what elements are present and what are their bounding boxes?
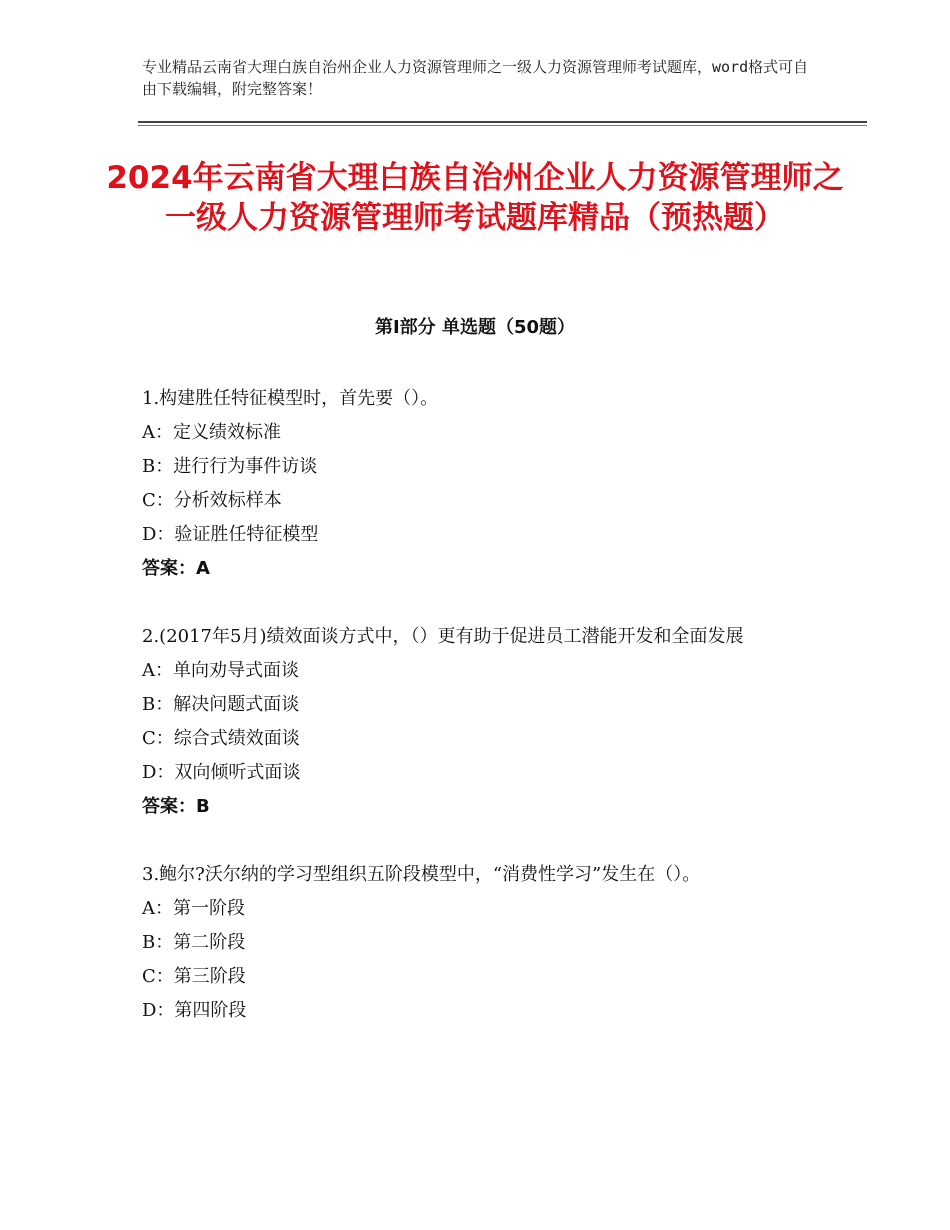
question-list [142, 382, 822, 1062]
option-list [142, 416, 822, 552]
option-c: C：分析效标样本 [142, 490, 282, 511]
option-d: D：验证胜任特征模型 [142, 524, 319, 545]
option-d: D：第四阶段 [142, 1000, 247, 1021]
header-divider-thick [138, 121, 867, 123]
answer-line: 答案：A [142, 558, 210, 579]
header-divider-thin [138, 125, 867, 126]
option-a: A：第一阶段 [142, 898, 245, 919]
option-b: B：解决问题式面谈 [142, 694, 300, 715]
question-3 [142, 858, 822, 1028]
option-list [142, 654, 822, 790]
option-c: C：第三阶段 [142, 966, 246, 987]
option-b: B：第二阶段 [142, 932, 246, 953]
question-2 [142, 620, 822, 824]
option-a: A：单向劝导式面谈 [142, 660, 299, 681]
option-b: B：进行行为事件访谈 [142, 456, 318, 477]
question-stem: 2.(2017年5月)绩效面谈方式中，（）更有助于促进员工潜能开发和全面发展 [142, 626, 744, 647]
option-c: C：综合式绩效面谈 [142, 728, 300, 749]
question-stem: 1.构建胜任特征模型时，首先要（）。 [142, 388, 439, 409]
answer-line: 答案：B [142, 796, 210, 817]
question-1 [142, 382, 822, 586]
option-a: A：定义绩效标准 [142, 422, 281, 443]
option-list [142, 892, 822, 1028]
question-stem: 3.鲍尔?沃尔纳的学习型组织五阶段模型中，“消费性学习”发生在（）。 [142, 864, 701, 885]
document-title: 2024年云南省大理白族自治州企业人力资源管理师之一级人力资源管理师考试题库精品（预热题） [106, 160, 844, 236]
header-note: 专业精品云南省大理白族自治州企业人力资源管理师之一级人力资源管理师考试题库，word格式可自由下载编辑，附完整答案！ [142, 58, 809, 98]
option-d: D：双向倾听式面谈 [142, 762, 301, 783]
section-title: 第Ⅰ部分 单选题（50题） [374, 317, 575, 338]
